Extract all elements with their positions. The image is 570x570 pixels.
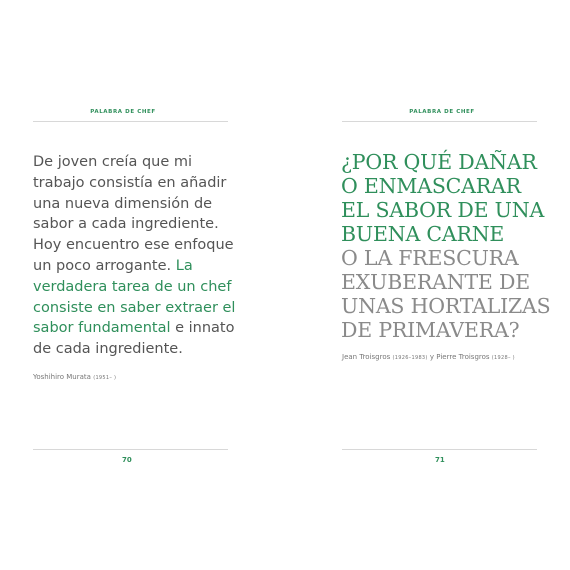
- top-divider: [33, 121, 228, 122]
- quote-highlight: La verdadera tarea de un chef consiste en saber extraer el sabor fundamental: [33, 257, 236, 337]
- author-name: Pierre Troisgros: [436, 353, 490, 361]
- quote-text-end: e innato de cada ingrediente.: [33, 320, 235, 358]
- bottom-divider: [342, 449, 537, 450]
- author-name: Yoshihiro Murata: [33, 373, 91, 381]
- top-divider: [342, 121, 537, 122]
- quote-authors: [342, 353, 515, 361]
- quote-text: De joven creía que mi trabajo consistía en añadir una nueva dimensión de sabor a cada ingrediente. Hoy encuentro ese enfoque un poco arrogante.: [33, 154, 234, 274]
- running-header: PALABRA DE CHEF: [409, 109, 475, 115]
- page-number: 70: [122, 456, 132, 464]
- author-name: Jean Troisgros: [342, 353, 391, 361]
- quote-text: O LA FRESCURA EXUBERANTE DE UNAS HORTALIZAS DE PRIMAVERA?: [341, 246, 551, 342]
- author-years: (1926–1983): [392, 355, 428, 361]
- author-years: (1951– ): [93, 375, 117, 381]
- chef-quote: [33, 152, 238, 360]
- chef-quote: [341, 150, 551, 342]
- running-header: PALABRA DE CHEF: [90, 109, 156, 115]
- bottom-divider: [33, 449, 228, 450]
- quote-author: [33, 373, 116, 381]
- author-conjunction: y: [429, 353, 435, 361]
- author-years: (1928– ): [491, 355, 515, 361]
- right-page: [285, 0, 570, 570]
- quote-highlight: ¿POR QUÉ DAÑAR O ENMASCARAR EL SABOR DE UNA BUENA CARNE: [341, 150, 545, 246]
- page-number: 71: [435, 456, 445, 464]
